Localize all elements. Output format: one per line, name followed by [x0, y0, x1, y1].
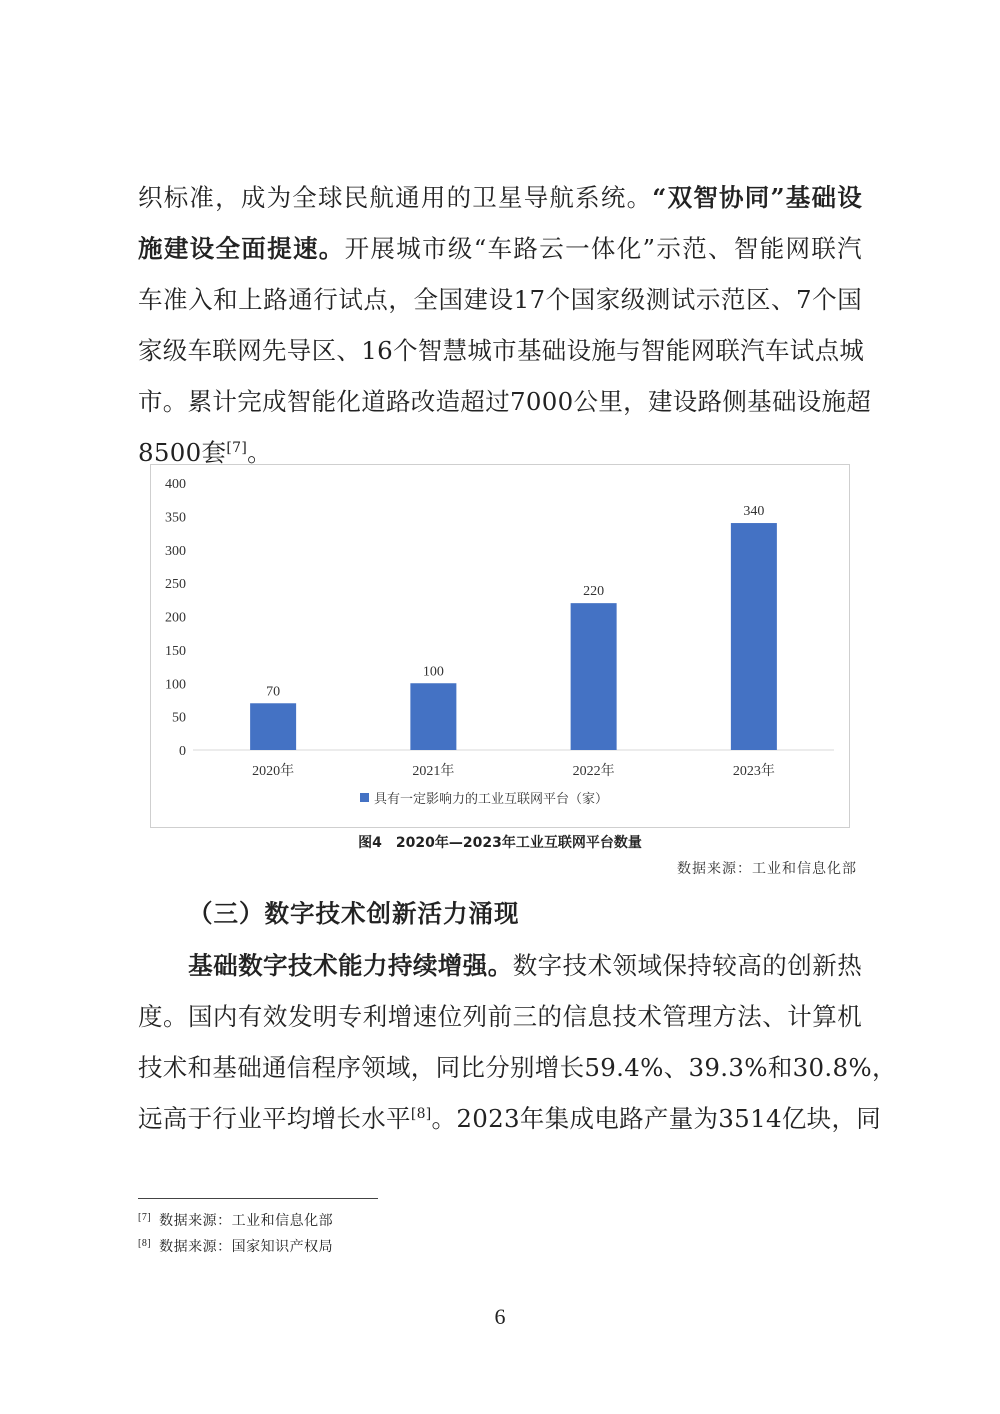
y-tick-label: 100 — [165, 677, 186, 693]
bar-chart — [150, 464, 850, 828]
paragraph-line: 基础数字技术能力持续增强。数字技术领域保持较高的创新热 — [188, 951, 862, 980]
bold-phrase: “双智协同”基础设 — [652, 183, 862, 212]
paragraph-line: 8500套[7]。 — [138, 438, 272, 467]
footnote-item — [138, 1236, 333, 1256]
paragraph-line: 技术和基础通信程序领域，同比分别增长59.4%、39.3%和30.8%， — [138, 1053, 897, 1082]
y-tick-label: 400 — [165, 477, 186, 492]
figure-source: 数据来源：工业和信息化部 — [677, 861, 857, 877]
legend-swatch — [360, 793, 369, 802]
y-tick-label: 300 — [165, 543, 186, 559]
footnote-text: 数据来源：工业和信息化部 — [159, 1213, 334, 1229]
page-number: 6 — [494, 1304, 506, 1329]
paragraph-line: 远高于行业平均增长水平[8]。2023年集成电路产量为3514亿块，同 — [138, 1104, 882, 1133]
footnote-text: 数据来源：国家知识产权局 — [159, 1239, 334, 1255]
paragraph-line: 施建设全面提速。开展城市级“车路云一体化”示范、智能网联汽 — [138, 234, 862, 263]
x-tick-label: 2023年 — [732, 764, 775, 779]
x-tick-label: 2022年 — [572, 764, 615, 779]
footnote-reference[interactable]: [7] — [226, 440, 248, 456]
footnote-item — [138, 1210, 333, 1230]
x-tick-label: 2021年 — [412, 764, 455, 779]
legend-label: 具有一定影响力的工业互联网平台（家） — [374, 792, 609, 807]
data-label: 70 — [266, 684, 281, 700]
y-tick-label: 200 — [165, 610, 186, 626]
figure-caption: 图4 2020年—2023年工业互联网平台数量 — [358, 835, 642, 851]
section-heading: （三）数字技术创新活力涌现 — [188, 899, 520, 928]
y-tick-label: 350 — [165, 510, 186, 526]
body-paragraph-1 — [138, 172, 872, 478]
bar-chart-svg — [151, 465, 851, 829]
bar — [250, 703, 296, 750]
data-label: 100 — [422, 664, 444, 680]
data-label: 340 — [743, 504, 765, 520]
footnote-divider — [138, 1198, 378, 1199]
bar — [731, 523, 777, 750]
x-tick-label: 2020年 — [252, 764, 295, 779]
footnote-mark: [7] — [138, 1212, 152, 1223]
footnote-reference[interactable]: [8] — [410, 1106, 432, 1122]
paragraph-line: 家级车联网先导区、16个智慧城市基础设施与智能网联汽车试点城 — [138, 336, 865, 365]
paragraph-line: 车准入和上路通行试点，全国建设17个国家级测试示范区、7个国 — [138, 285, 862, 314]
y-tick-label: 150 — [165, 643, 186, 659]
bold-phrase: 基础数字技术能力持续增强。 — [188, 951, 513, 980]
footnote-mark: [8] — [138, 1238, 152, 1249]
paragraph-line: 市。累计完成智能化道路改造超过7000公里，建设路侧基础设施超 — [138, 387, 872, 416]
y-tick-label: 250 — [165, 577, 186, 593]
data-label: 220 — [583, 584, 605, 600]
bold-phrase: 施建设全面提速。 — [138, 234, 345, 263]
body-paragraph-2 — [138, 940, 897, 1144]
bar — [571, 603, 617, 750]
y-tick-label: 0 — [179, 744, 186, 759]
paragraph-line: 织标准，成为全球民航通用的卫星导航系统。“双智协同”基础设 — [138, 183, 862, 212]
paragraph-line: 度。国内有效发明专利增速位列前三的信息技术管理方法、计算机 — [138, 1002, 862, 1031]
bar — [410, 683, 456, 750]
y-tick-label: 50 — [172, 710, 186, 726]
